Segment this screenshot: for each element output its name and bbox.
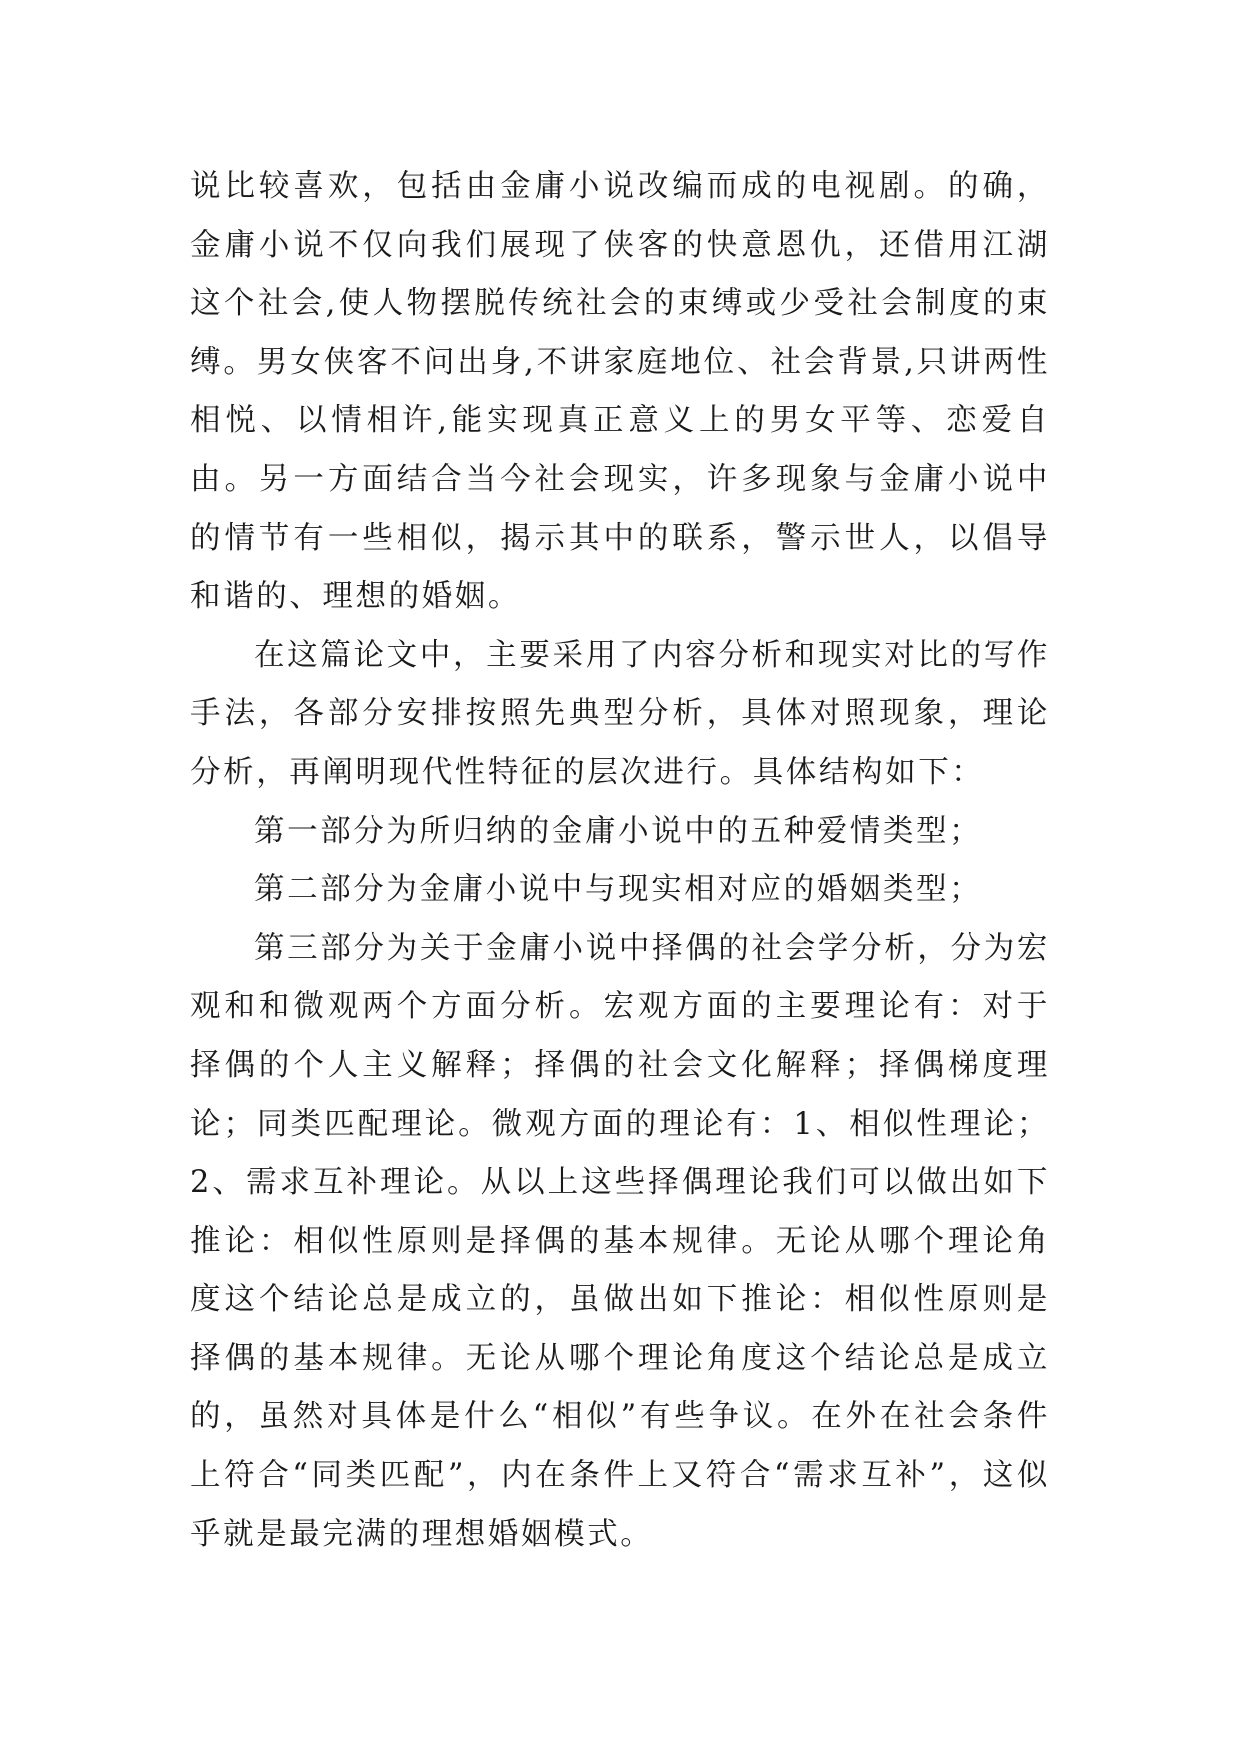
paragraph-intro-continued: 说比较喜欢，包括由金庸小说改编而成的电视剧。的确，金庸小说不仅向我们展现了侠客的快意恩仇，还借用江湖这个社会,使人物摆脱传统社会的束缚或少受社会制度的束缚。男女侠客不问出身,不讲家庭地位、社会背景,只讲两性相悦、以情相许,能实现真正意义上的男女平等、恋爱自由。另一方面结合当今社会现实，许多现象与金庸小说中的情节有一些相似，揭示其中的联系，警示世人，以倡导和谐的、理想的婚姻。 — [190, 169, 1050, 615]
body-text — [190, 158, 1050, 1564]
paragraph-method: 在这篇论文中，主要采用了内容分析和现实对比的写作手法，各部分安排按照先典型分析，具体对照现象，理论分析，再阐明现代性特征的层次进行。具体结构如下： — [190, 637, 1050, 790]
paragraph-part-two: 第二部分为金庸小说中与现实相对应的婚姻类型； — [254, 872, 983, 908]
paragraph-part-one: 第一部分为所归纳的金庸小说中的五种爱情类型； — [254, 813, 983, 849]
paragraph-part-three: 第三部分为关于金庸小说中择偶的社会学分析，分为宏观和和微观两个方面分析。宏观方面的主要理论有：对于择偶的个人主义解释；择偶的社会文化解释；择偶梯度理论；同类匹配理论。微观方面的理论有：1、相似性理论；2、需求互补理论。从以上这些择偶理论我们可以做出如下推论：相似性原则是择偶的基本规律。无论从哪个理论角度这个结论总是成立的，虽做出如下推论：相似性原则是择偶的基本规律。无论从哪个理论角度这个结论总是成立的，虽然对具体是什么“相似”有些争议。在外在社会条件上符合“同类匹配”，内在条件上又符合“需求互补”，这似乎就是最完满的理想婚姻模式。 — [190, 930, 1050, 1552]
